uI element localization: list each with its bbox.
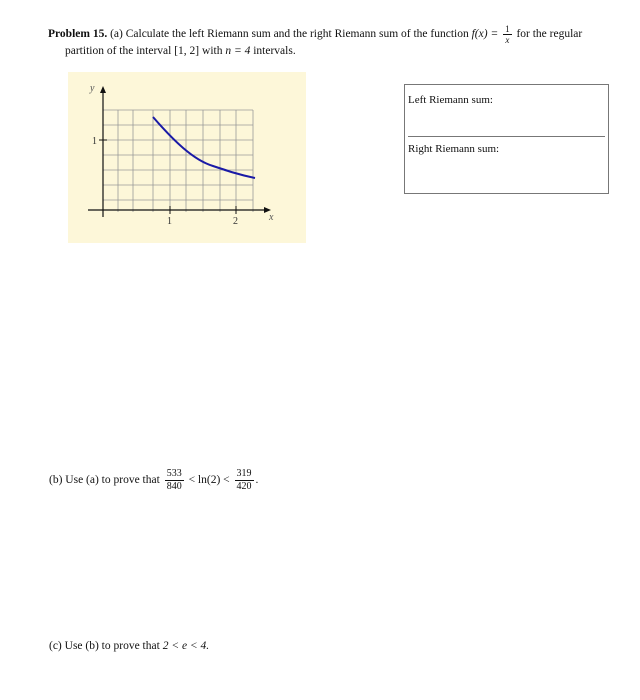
problem-line-2 [65,42,296,60]
part-b-fraction-1 [165,468,184,493]
fraction-1-numerator: 533 [166,468,182,479]
y-axis-label: y [90,83,95,94]
fraction-2-denominator: 420 [236,481,252,492]
function-lhs: f(x) = [471,28,499,41]
part-b [49,468,258,493]
part-c [49,640,209,652]
part-b-fraction-2 [235,468,254,493]
x-axis-label: x [269,212,274,223]
x-tick-label-2: 2 [233,216,238,227]
n-value: n = 4 [225,45,251,57]
with-text: with [202,45,223,57]
part-a-text-cont: for the regular [516,28,583,41]
function-numerator: 1 [505,24,510,34]
y-tick-label-1: 1 [92,136,97,147]
problem-number: Problem 15. [48,28,108,41]
function-fraction [503,24,512,45]
y-axis-arrow-icon [100,86,106,93]
intervals-text: intervals. [253,45,296,57]
x-tick-label-1: 1 [167,216,172,227]
part-b-end: . [255,474,259,487]
part-c-text: (c) Use (b) to prove that [49,640,160,652]
right-sum-label: Right Riemann sum: [408,143,500,155]
function-denominator: x [505,35,510,45]
part-b-text: (b) Use (a) to prove that [49,474,160,487]
fraction-2-numerator: 319 [236,468,252,479]
left-sum-label: Left Riemann sum: [408,94,493,106]
part-a-text: Calculate the left Riemann sum and the right Riemann sum of the function [125,28,469,41]
part-a-label: (a) [110,28,123,41]
fraction-1-denominator: 840 [166,481,182,492]
answer-divider [408,136,605,137]
partition-text: partition of the interval [65,45,172,57]
graph-svg [68,72,306,243]
interval: [1, 2] [174,45,200,57]
curve-one-over-x [153,117,255,178]
riemann-figure [68,72,306,243]
grid [103,110,253,212]
part-c-inequality: 2 < e < 4. [162,640,210,652]
part-b-middle: < ln(2) < [188,474,230,487]
answer-box[interactable] [404,84,609,194]
